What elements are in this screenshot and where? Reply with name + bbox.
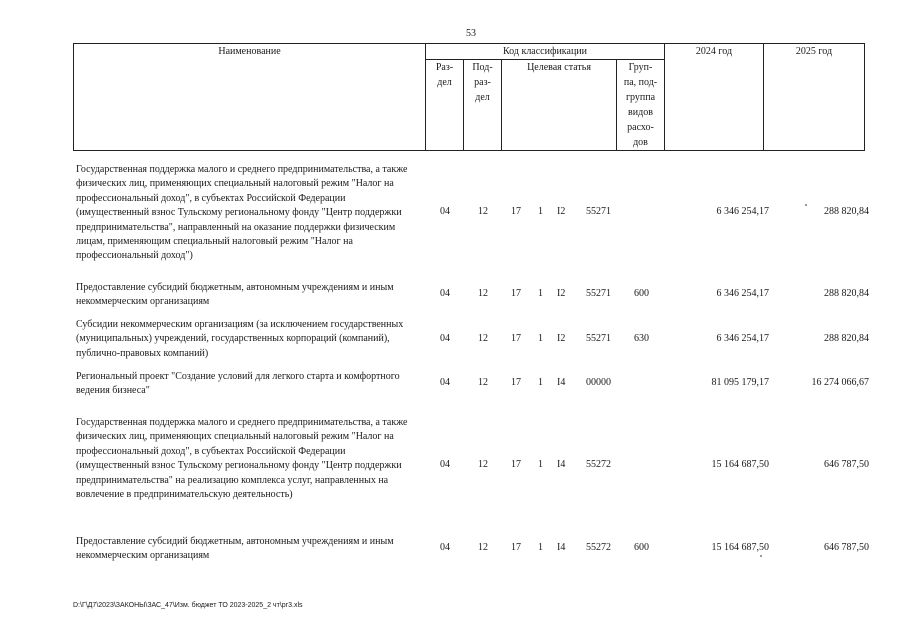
row-article-project: I4 <box>557 459 566 470</box>
row-razdel: 04 <box>440 333 450 344</box>
row-article-program: 17 <box>511 333 521 344</box>
row-podrazdel: 12 <box>478 333 488 344</box>
row-razdel: 04 <box>440 377 450 388</box>
header-year-2024: 2024 год <box>665 44 764 151</box>
header-podrazdel: Под- раз- дел <box>464 60 502 151</box>
row-article-type: 1 <box>538 288 543 299</box>
row-article-program: 17 <box>511 288 521 299</box>
row-amount-2024: 81 095 179,17 <box>711 377 769 388</box>
row-expense-group: 630 <box>634 333 649 344</box>
row-article-type: 1 <box>538 206 543 217</box>
row-name: Субсидии некоммерческим организациям (за исключением государственных (муниципальных) учреждений, государственных корпораций (компаний), публично-правовых компаний) <box>76 319 404 359</box>
row-name: Предоставление субсидий бюджетным, автономным учреждениям и иным некоммерческим организациям <box>76 536 394 562</box>
header-group: Груп- па, под- группа видов расхо- дов <box>617 60 665 151</box>
row-amount-2024: 6 346 254,17 <box>716 333 769 344</box>
row-expense-group: 600 <box>634 288 649 299</box>
header-razdel: Раз- дел <box>426 60 464 151</box>
row-amount-2024: 15 164 687,50 <box>711 459 769 470</box>
row-name: Региональный проект "Создание условий для легкого старта и комфортного ведения бизнеса" <box>76 371 400 397</box>
row-article-program: 17 <box>511 459 521 470</box>
row-amount-2024: 6 346 254,17 <box>716 206 769 217</box>
row-name: Предоставление субсидий бюджетным, автономным учреждениям и иным некоммерческим организациям <box>76 282 394 308</box>
row-podrazdel: 12 <box>478 542 488 553</box>
scan-speck <box>805 204 807 206</box>
row-article-project: I2 <box>557 333 566 344</box>
row-article-direction: 55271 <box>586 288 611 299</box>
header-code-classification: Код классификации <box>426 44 665 60</box>
row-amount-2025: 646 787,50 <box>824 459 869 470</box>
row-article-direction: 55272 <box>586 542 611 553</box>
row-name: Государственная поддержка малого и среднего предпринимательства, а также физических лиц, применяющих специальный налоговый режим "Налог на профессиональный доход", в субъектах Российской Федерации (имущественный взнос Тульскому региональному фонду "Центр поддержки предпринимательства", направленный на оказание поддержки физическим лицам, применяющим специальный налоговый режим "Налог на профессиональный доход") <box>76 164 408 262</box>
row-article-direction: 55271 <box>586 333 611 344</box>
row-amount-2025: 288 820,84 <box>824 288 869 299</box>
row-razdel: 04 <box>440 288 450 299</box>
row-article-project: I2 <box>557 288 566 299</box>
row-amount-2024: 6 346 254,17 <box>716 288 769 299</box>
row-article-program: 17 <box>511 542 521 553</box>
header-year-2025: 2025 год <box>764 44 865 151</box>
row-amount-2025: 16 274 066,67 <box>811 377 869 388</box>
row-razdel: 04 <box>440 459 450 470</box>
row-podrazdel: 12 <box>478 459 488 470</box>
row-article-project: I4 <box>557 542 566 553</box>
row-razdel: 04 <box>440 206 450 217</box>
header-name: Наименование <box>74 44 426 151</box>
row-article-type: 1 <box>538 542 543 553</box>
row-podrazdel: 12 <box>478 206 488 217</box>
row-article-type: 1 <box>538 333 543 344</box>
row-article-direction: 55271 <box>586 206 611 217</box>
row-article-type: 1 <box>538 377 543 388</box>
row-article-direction: 55272 <box>586 459 611 470</box>
row-amount-2024: 15 164 687,50 <box>711 542 769 553</box>
row-article-direction: 00000 <box>586 377 611 388</box>
header-target-article: Целевая статья <box>502 60 617 151</box>
row-expense-group: 600 <box>634 542 649 553</box>
row-amount-2025: 646 787,50 <box>824 542 869 553</box>
row-podrazdel: 12 <box>478 288 488 299</box>
row-article-program: 17 <box>511 377 521 388</box>
row-article-program: 17 <box>511 206 521 217</box>
row-razdel: 04 <box>440 542 450 553</box>
footer-file-path: D:\Г\Д7\2023\ЗАКОНЫ\ЗАС_47\Изм. бюджет ТО 2023-2025_2 чт\рг3.xls <box>73 602 303 609</box>
row-amount-2025: 288 820,84 <box>824 206 869 217</box>
row-article-type: 1 <box>538 459 543 470</box>
row-article-project: I4 <box>557 377 566 388</box>
page-number: 53 <box>466 28 476 39</box>
row-article-project: I2 <box>557 206 566 217</box>
row-name: Государственная поддержка малого и среднего предпринимательства, а также физических лиц, применяющих специальный налоговый режим "Налог на профессиональный доход", в субъектах Российской Федерации (имущественный взнос Тульскому региональному фонду "Центр поддержки предпринимательства" на реализацию комплекса услуг, направленных на вовлечение в предпринимательскую деятельность) <box>76 417 408 501</box>
scan-speck <box>760 555 762 557</box>
row-amount-2025: 288 820,84 <box>824 333 869 344</box>
row-podrazdel: 12 <box>478 377 488 388</box>
